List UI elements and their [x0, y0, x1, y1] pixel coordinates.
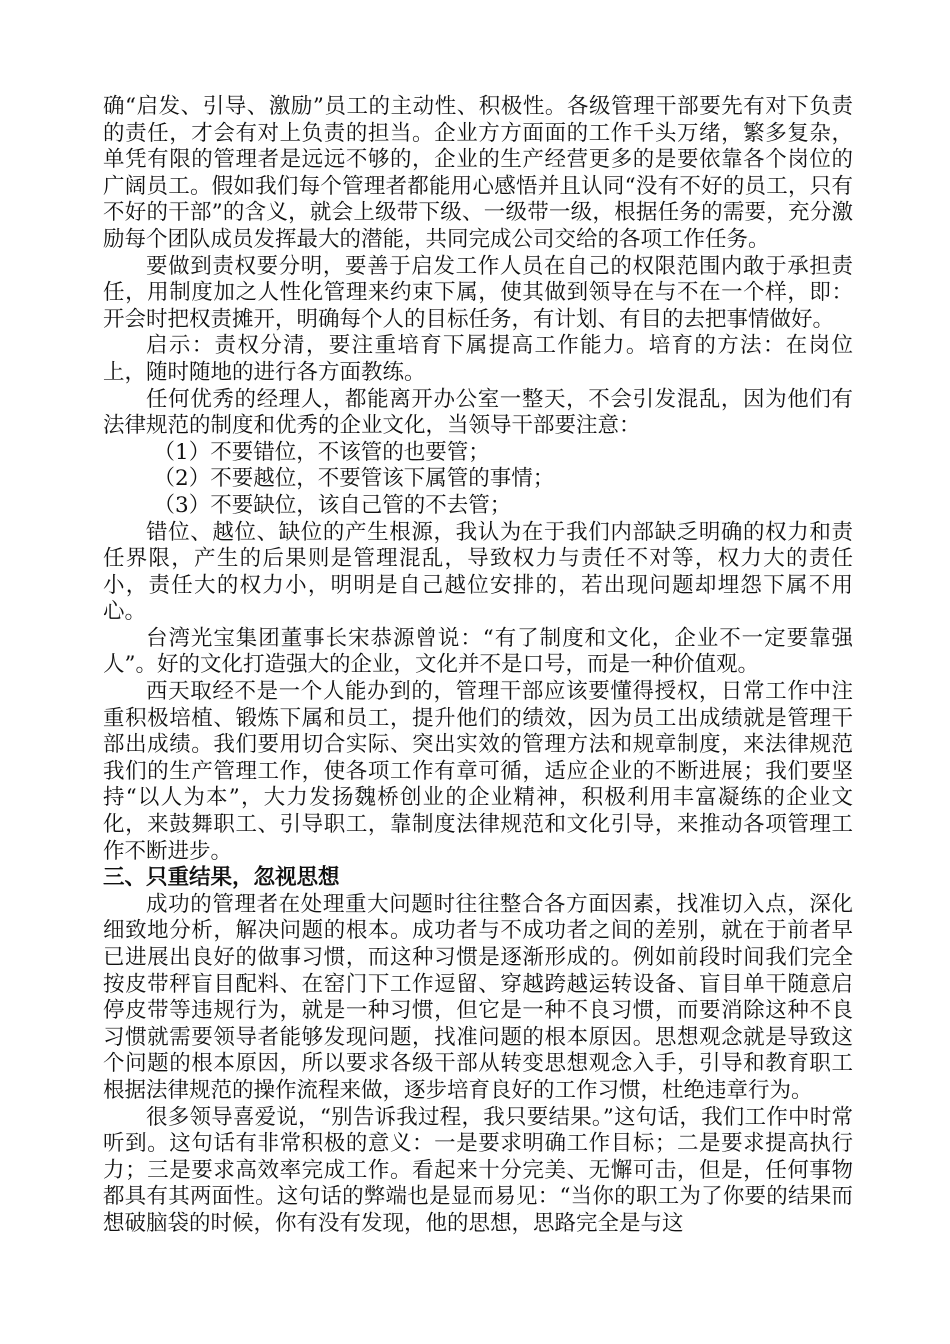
paragraph-insight: 启示：责权分清，要注重培育下属提高工作能力。培育的方法：在岗位上，随时随地的进行各方面教练。 [103, 333, 853, 385]
paragraph-continuation: 确“启发、引导、激励”员工的主动性、积极性。各级管理干部要先有对下负责的责任，才会有对上负责的担当。企业方方面面的工作千头万绪，繁多复杂，单凭有限的管理者是远远不够的，企业的生产经营更多的是要依靠各个岗位的广阔员工。假如我们每个管理者都能用心感悟并且认同“没有不好的员工，只有不好的干部”的含义，就会上级带下级、一级带一级，根据任务的需要，充分激励每个团队成员发挥最大的潜能，共同完成公司交给的各项工作任务。 [103, 94, 853, 252]
document-page [103, 94, 853, 1238]
paragraph-root-cause: 错位、越位、缺位的产生根源，我认为在于我们内部缺乏明确的权力和责任界限，产生的后果则是管理混乱，导致权力与责任不对等，权力大的责任小，责任大的权力小，明明是自己越位安排的，若出现问题却埋怨下属不用心。 [103, 519, 853, 625]
paragraph-results: 很多领导喜爱说，“别告诉我过程，我只要结果。”这句话，我们工作中时常听到。这句话有非常积极的意义：一是要求明确工作目标；二是要求提高执行力；三是要求高效率完成工作。看起来十分完美、无懈可击，但是，任何事物都具有其两面性。这句话的弊端也是显而易见：“当你的职工为了你要的结果而想破脑袋的时候，你有没有发现，他的思想，思路完全是与这 [103, 1104, 853, 1236]
list-item-2: （2）不要越位，不要管该下属管的事情； [153, 466, 555, 492]
paragraph-authority: 要做到责权要分明，要善于启发工作人员在自己的权限范围内敢于承担责任，用制度加之人性化管理来约束下属，使其做到领导在与不在一个样，即：开会时把权责摊开，明确每个人的目标任务，有计划、有目的去把事情做好。 [103, 253, 853, 332]
list-item-1: （1）不要错位，不该管的也要管； [153, 439, 490, 465]
paragraph-quote: 台湾光宝集团董事长宋恭源曾说：“有了制度和文化，企业不一定要靠强人”。好的文化打造强大的企业，文化并不是口号，而是一种价值观。 [103, 625, 853, 678]
paragraph-manager: 任何优秀的经理人，都能离开办公室一整天，不会引发混乱，因为他们有法律规范的制度和优秀的企业文化，当领导干部要注意： [103, 386, 853, 439]
paragraph-delegation: 西天取经不是一个人能办到的，管理干部应该要懂得授权，日常工作中注重积极培植、锻炼下属和员工，提升他们的绩效，因为员工出成绩就是管理干部出成绩。我们要用切合实际、突出实效的管理方法和规章制度，来法律规范我们的生产管理工作，使各项工作有章可循，适应企业的不断进展；我们要坚持“以人为本”，大力发扬魏桥创业的企业精神，积极利用丰富凝练的企业文化，来鼓舞职工、引导职工，靠制度法律规范和文化引导，来推动各项管理工作不断进步。 [103, 679, 853, 864]
paragraph-success: 成功的管理者在处理重大问题时往往整合各方面因素，找准切入点，深化细致地分析，解决问题的根本。成功者与不成功者之间的差别，就在于前者早已进展出良好的做事习惯，而这种习惯是逐渐形成的。例如前段时间我们完全按皮带秤盲目配料、在窑门下工作逗留、穿越跨越运转设备、盲目单干随意启停皮带等违规行为，就是一种习惯，但它是一种不良习惯，而要消除这种不良习惯就需要领导者能够发现问题，找准问题的根本原因。思想观念就是导致这个问题的根本原因，所以要求各级干部从转变思想观念入手，引导和教育职工根据法律规范的操作流程来做，逐步培育良好的工作习惯，杜绝违章行为。 [103, 891, 853, 1103]
list-item-3: （3）不要缺位，该自己管的不去管； [153, 492, 512, 518]
section-heading: 三、只重结果，忽视思想 [103, 865, 340, 891]
